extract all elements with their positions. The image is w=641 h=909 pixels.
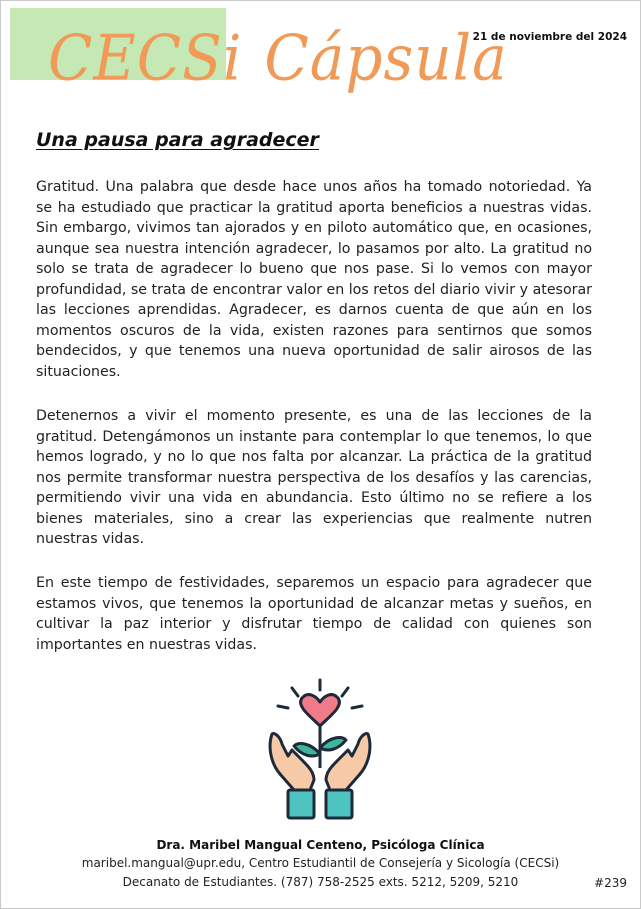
- article-paragraph-1: Gratitud. Una palabra que desde hace unos años ha tomado notoriedad. Ya se ha estudiado que practicar la gratitud aporta beneficios a nuestras vidas. Sin embargo, vivimos tan ajorados y en piloto automático que, en ocasiones, aunque sea nuestra intención agradecer, lo pasamos por alto. La gratitud no solo se trata de agradecer lo bueno que nos pase. Si lo vemos con mayor profundidad, se trata de encontrar valor en los retos del diario vivir y atesorar las lecciones aprendidas. Agradecer, es darnos cuenta de que aún en los momentos oscuros de la vida, existen razones para sentirnos que somos bendecidos, y que tenemos una nueva oportunidad de salir airosos de las situaciones.: [36, 179, 592, 380]
- article-paragraph-3: En este tiempo de festividades, separemos un espacio para agradecer que estamos vivos, que tenemos la oportunidad de alcanzar metas y sueños, en cultivar la paz interior y disfrutar tiempo de calidad con quienes son importantes en nuestras vidas.: [36, 575, 592, 653]
- office-contact-line: Decanato de Estudiantes. (787) 758-2525 exts. 5212, 5209, 5210: [122, 875, 519, 889]
- article-title: Una pausa para agradecer: [36, 129, 319, 151]
- heart-flower-icon: [301, 695, 340, 726]
- hands-holding-heart-flower-icon: [258, 676, 382, 822]
- article-paragraph-2: Detenernos a vivir el momento presente, es una de las lecciones de la gratitud. Detengámonos un instante para contemplar lo que tenemos, lo que hemos logrado, y no lo que nos falta por alcanzar. La práctica de la gratitud nos permite transformar nuestra perspectiva de los desafíos y las carencias, permitiendo vivir una vida en abundancia. Esto último no se refiere a los bienes materiales, sino a crear las experiencias que realmente nutren nuestras vidas.: [36, 408, 592, 547]
- issue-number: #239: [594, 876, 627, 890]
- leaf-right-icon: [320, 738, 346, 750]
- brand-logo-right: Cápsula: [264, 20, 508, 95]
- right-sleeve-cuff: [326, 790, 352, 818]
- issue-date: 21 de noviembre del 2024: [472, 31, 627, 43]
- left-hand-icon: [270, 733, 314, 790]
- author-contact-line: maribel.mangual@upr.edu, Centro Estudiantil de Consejería y Sicología (CECSi): [81, 856, 560, 870]
- author-name: Dra. Maribel Mangual Centeno, Psicóloga Clínica: [156, 838, 485, 852]
- brand-logo-left: CECSi: [48, 20, 243, 95]
- left-sleeve-cuff: [288, 790, 314, 818]
- brand-logo: [48, 8, 508, 107]
